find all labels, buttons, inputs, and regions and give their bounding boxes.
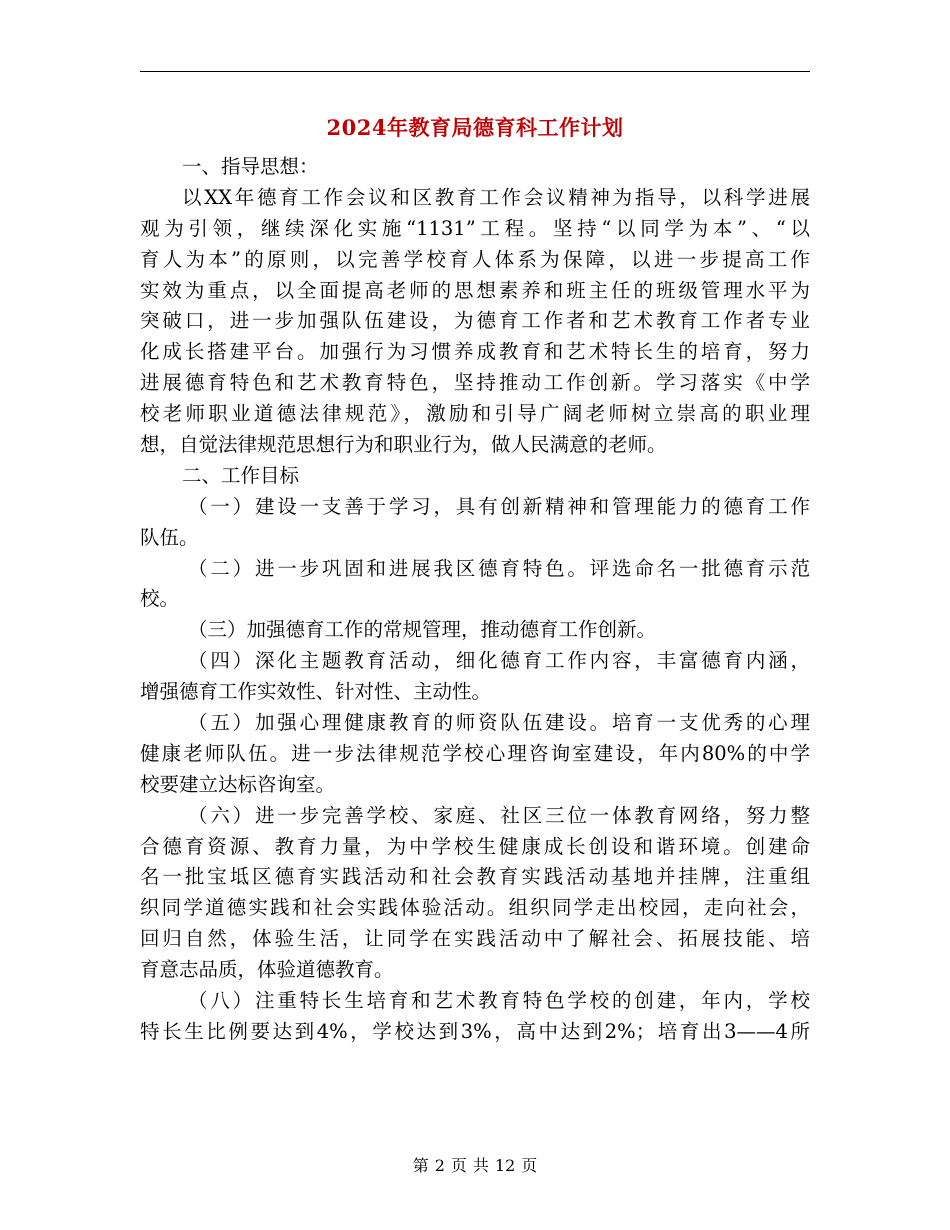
text-line: （三）加强德育工作的常规管理，推动德育工作创新。 bbox=[188, 618, 657, 642]
text-line: 健康老师队伍。进一步法律规范学校心理咨询室建设，年内80%的中学 bbox=[140, 741, 810, 765]
page-footer bbox=[140, 1153, 810, 1176]
text-line: 想，自觉法律规范思想行为和职业行为，做人民满意的老师。 bbox=[140, 433, 667, 457]
footer-total-label: 共 bbox=[472, 1156, 489, 1175]
text-line: （六）进一步完善学校、家庭、社区三位一体教育网络，努力整 bbox=[188, 803, 810, 827]
footer-page-number: 2 bbox=[434, 1156, 445, 1175]
document-title: 2024年教育局德育科工作计划 bbox=[326, 115, 624, 140]
text-line: （四）深化主题教育活动，细化德育工作内容，丰富德育内涵， bbox=[188, 649, 810, 673]
text-line: 织同学道德实践和社会实践体验活动。组织同学走出校园，走向社会， bbox=[140, 896, 810, 920]
text-line: （八）注重特长生培育和艺术教育特色学校的创建，年内，学校 bbox=[188, 989, 810, 1013]
text-line: 化成长搭建平台。加强行为习惯养成教育和艺术特长生的培育，努力 bbox=[140, 340, 810, 364]
text-line: 突破口，进一步加强队伍建设，为德育工作者和艺术教育工作者专业 bbox=[140, 309, 810, 333]
text-line: 育意志品质，体验道德教育。 bbox=[140, 958, 394, 982]
text-line: 一、指导思想： bbox=[182, 155, 319, 178]
text-line: （一）建设一支善于学习，具有创新精神和管理能力的德育工作 bbox=[188, 494, 810, 518]
text-line: 队伍。 bbox=[140, 525, 199, 549]
text-line: 育人为本”的原则，以完善学校育人体系为保障，以进一步提高工作 bbox=[140, 247, 810, 271]
text-line: 实效为重点，以全面提高老师的思想素养和班主任的班级管理水平为 bbox=[140, 278, 810, 302]
text-line: 观为引领，继续深化实施“1131”工程。坚持“以同学为本”、“以 bbox=[140, 216, 810, 240]
text-line: （二）进一步巩固和进展我区德育特色。评选命名一批德育示范 bbox=[188, 556, 810, 580]
footer-prefix: 第 bbox=[412, 1156, 429, 1175]
text-line: 增强德育工作实效性、针对性、主动性。 bbox=[140, 680, 492, 704]
document-body bbox=[140, 152, 810, 1048]
text-line: 回归自然，体验生活，让同学在实践活动中了解社会、拓展技能、培 bbox=[140, 927, 810, 951]
text-line: 校老师职业道德法律规范》，激励和引导广阔老师树立崇高的职业理 bbox=[140, 402, 810, 426]
text-line: 二、工作目标 bbox=[182, 463, 300, 487]
text-line: （五）加强心理健康教育的师资队伍建设。培育一支优秀的心理 bbox=[188, 711, 810, 735]
text-line: 合德育资源、教育力量，为中学校生健康成长创设和谐环境。创建命 bbox=[140, 834, 810, 858]
text-line: 特长生比例要达到4%，学校达到3%，高中达到2%；培育出3——4所 bbox=[140, 1019, 810, 1043]
footer-page-label: 页 bbox=[450, 1156, 467, 1175]
text-line: 进展德育特色和艺术教育特色，坚持推动工作创新。学习落实《中学 bbox=[140, 371, 810, 395]
text-line: 校。 bbox=[140, 587, 180, 611]
footer-total-pages: 12 bbox=[494, 1156, 516, 1175]
footer-suffix: 页 bbox=[521, 1156, 538, 1175]
header-rule bbox=[140, 71, 810, 72]
text-line: 校要建立达标咨询室。 bbox=[140, 772, 336, 796]
text-line: 名一批宝坻区德育实践活动和社会教育实践活动基地并挂牌，注重组 bbox=[140, 865, 810, 889]
text-line: 以XX年德育工作会议和区教育工作会议精神为指导，以科学进展 bbox=[182, 185, 810, 209]
